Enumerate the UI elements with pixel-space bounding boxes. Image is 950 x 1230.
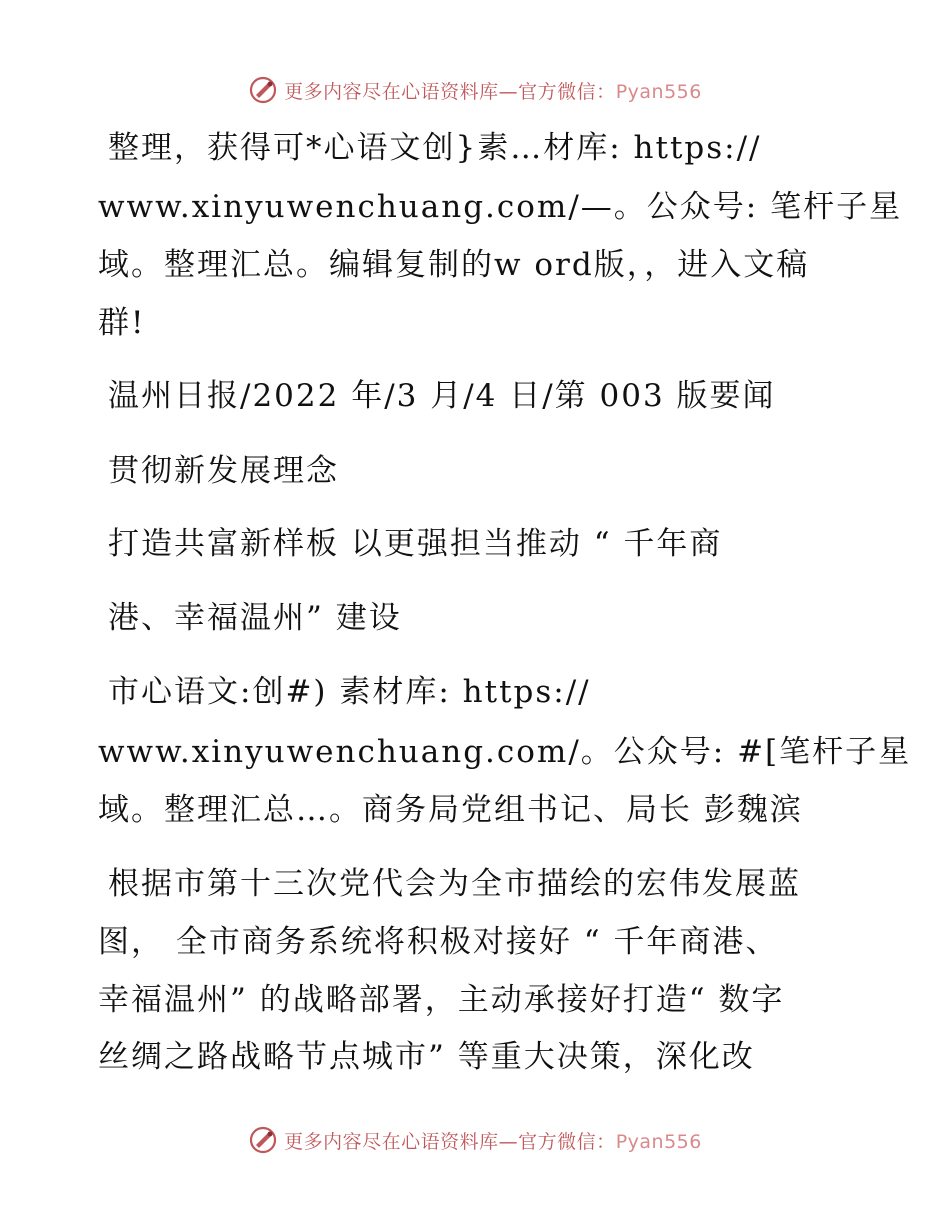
banner-dash: — bbox=[498, 80, 519, 103]
article-title-line: 打造共富新样板 以更强担当推动 “ 千年商 bbox=[108, 526, 723, 562]
source-line: 温州日报/2022 年/3 月/4 日/第 003 版要闻 bbox=[108, 378, 776, 414]
text-line: 市心语文:创#) 素材库: https:// bbox=[108, 674, 591, 710]
article-title-line: 港、幸福温州” 建设 bbox=[108, 600, 402, 636]
body-line: 幸福温州” 的战略部署，主动承接好打造“ 数字 bbox=[98, 982, 785, 1018]
banner-main-text: 更多内容尽在心语资料库 bbox=[284, 80, 499, 103]
article-subtitle: 贯彻新发展理念 bbox=[108, 453, 339, 489]
banner-wechat-label: 官方微信： bbox=[518, 1130, 616, 1153]
text-line: www.xinyuwenchuang.com/。公众号: #[笔杆子星 bbox=[98, 734, 912, 770]
banner-text bbox=[284, 1127, 702, 1154]
text-line: www.xinyuwenchuang.com/—。公众号: 笔杆子星 bbox=[98, 189, 903, 225]
body-line: 图， 全市商务系统将积极对接好 “ 千年商港、 bbox=[98, 924, 779, 960]
text-line: 群! bbox=[98, 305, 146, 341]
banner-wechat-id: Pyan556 bbox=[615, 80, 702, 103]
text-line: 域。整理汇总。编辑复制的w ord版，，进入文稿 bbox=[98, 247, 810, 283]
banner-wechat-id: Pyan556 bbox=[615, 1130, 702, 1153]
banner-main-text: 更多内容尽在心语资料库 bbox=[284, 1130, 499, 1153]
author-line: 域。整理汇总…。商务局党组书记、局长 彭魏滨 bbox=[98, 792, 803, 828]
logo-icon bbox=[248, 75, 278, 105]
banner-wechat-label: 官方微信： bbox=[518, 80, 616, 103]
body-line: 根据市第十三次党代会为全市描绘的宏伟发展蓝 bbox=[108, 866, 801, 902]
body-line: 丝绸之路战略节点城市” 等重大决策，深化改 bbox=[98, 1039, 755, 1075]
banner-text bbox=[284, 77, 702, 104]
footer-banner bbox=[0, 1120, 950, 1160]
header-banner bbox=[0, 70, 950, 110]
text-line: 整理，获得可*心语文创}素…材库: https:// bbox=[108, 130, 762, 166]
logo-icon bbox=[248, 1125, 278, 1155]
banner-dash: — bbox=[498, 1130, 519, 1153]
